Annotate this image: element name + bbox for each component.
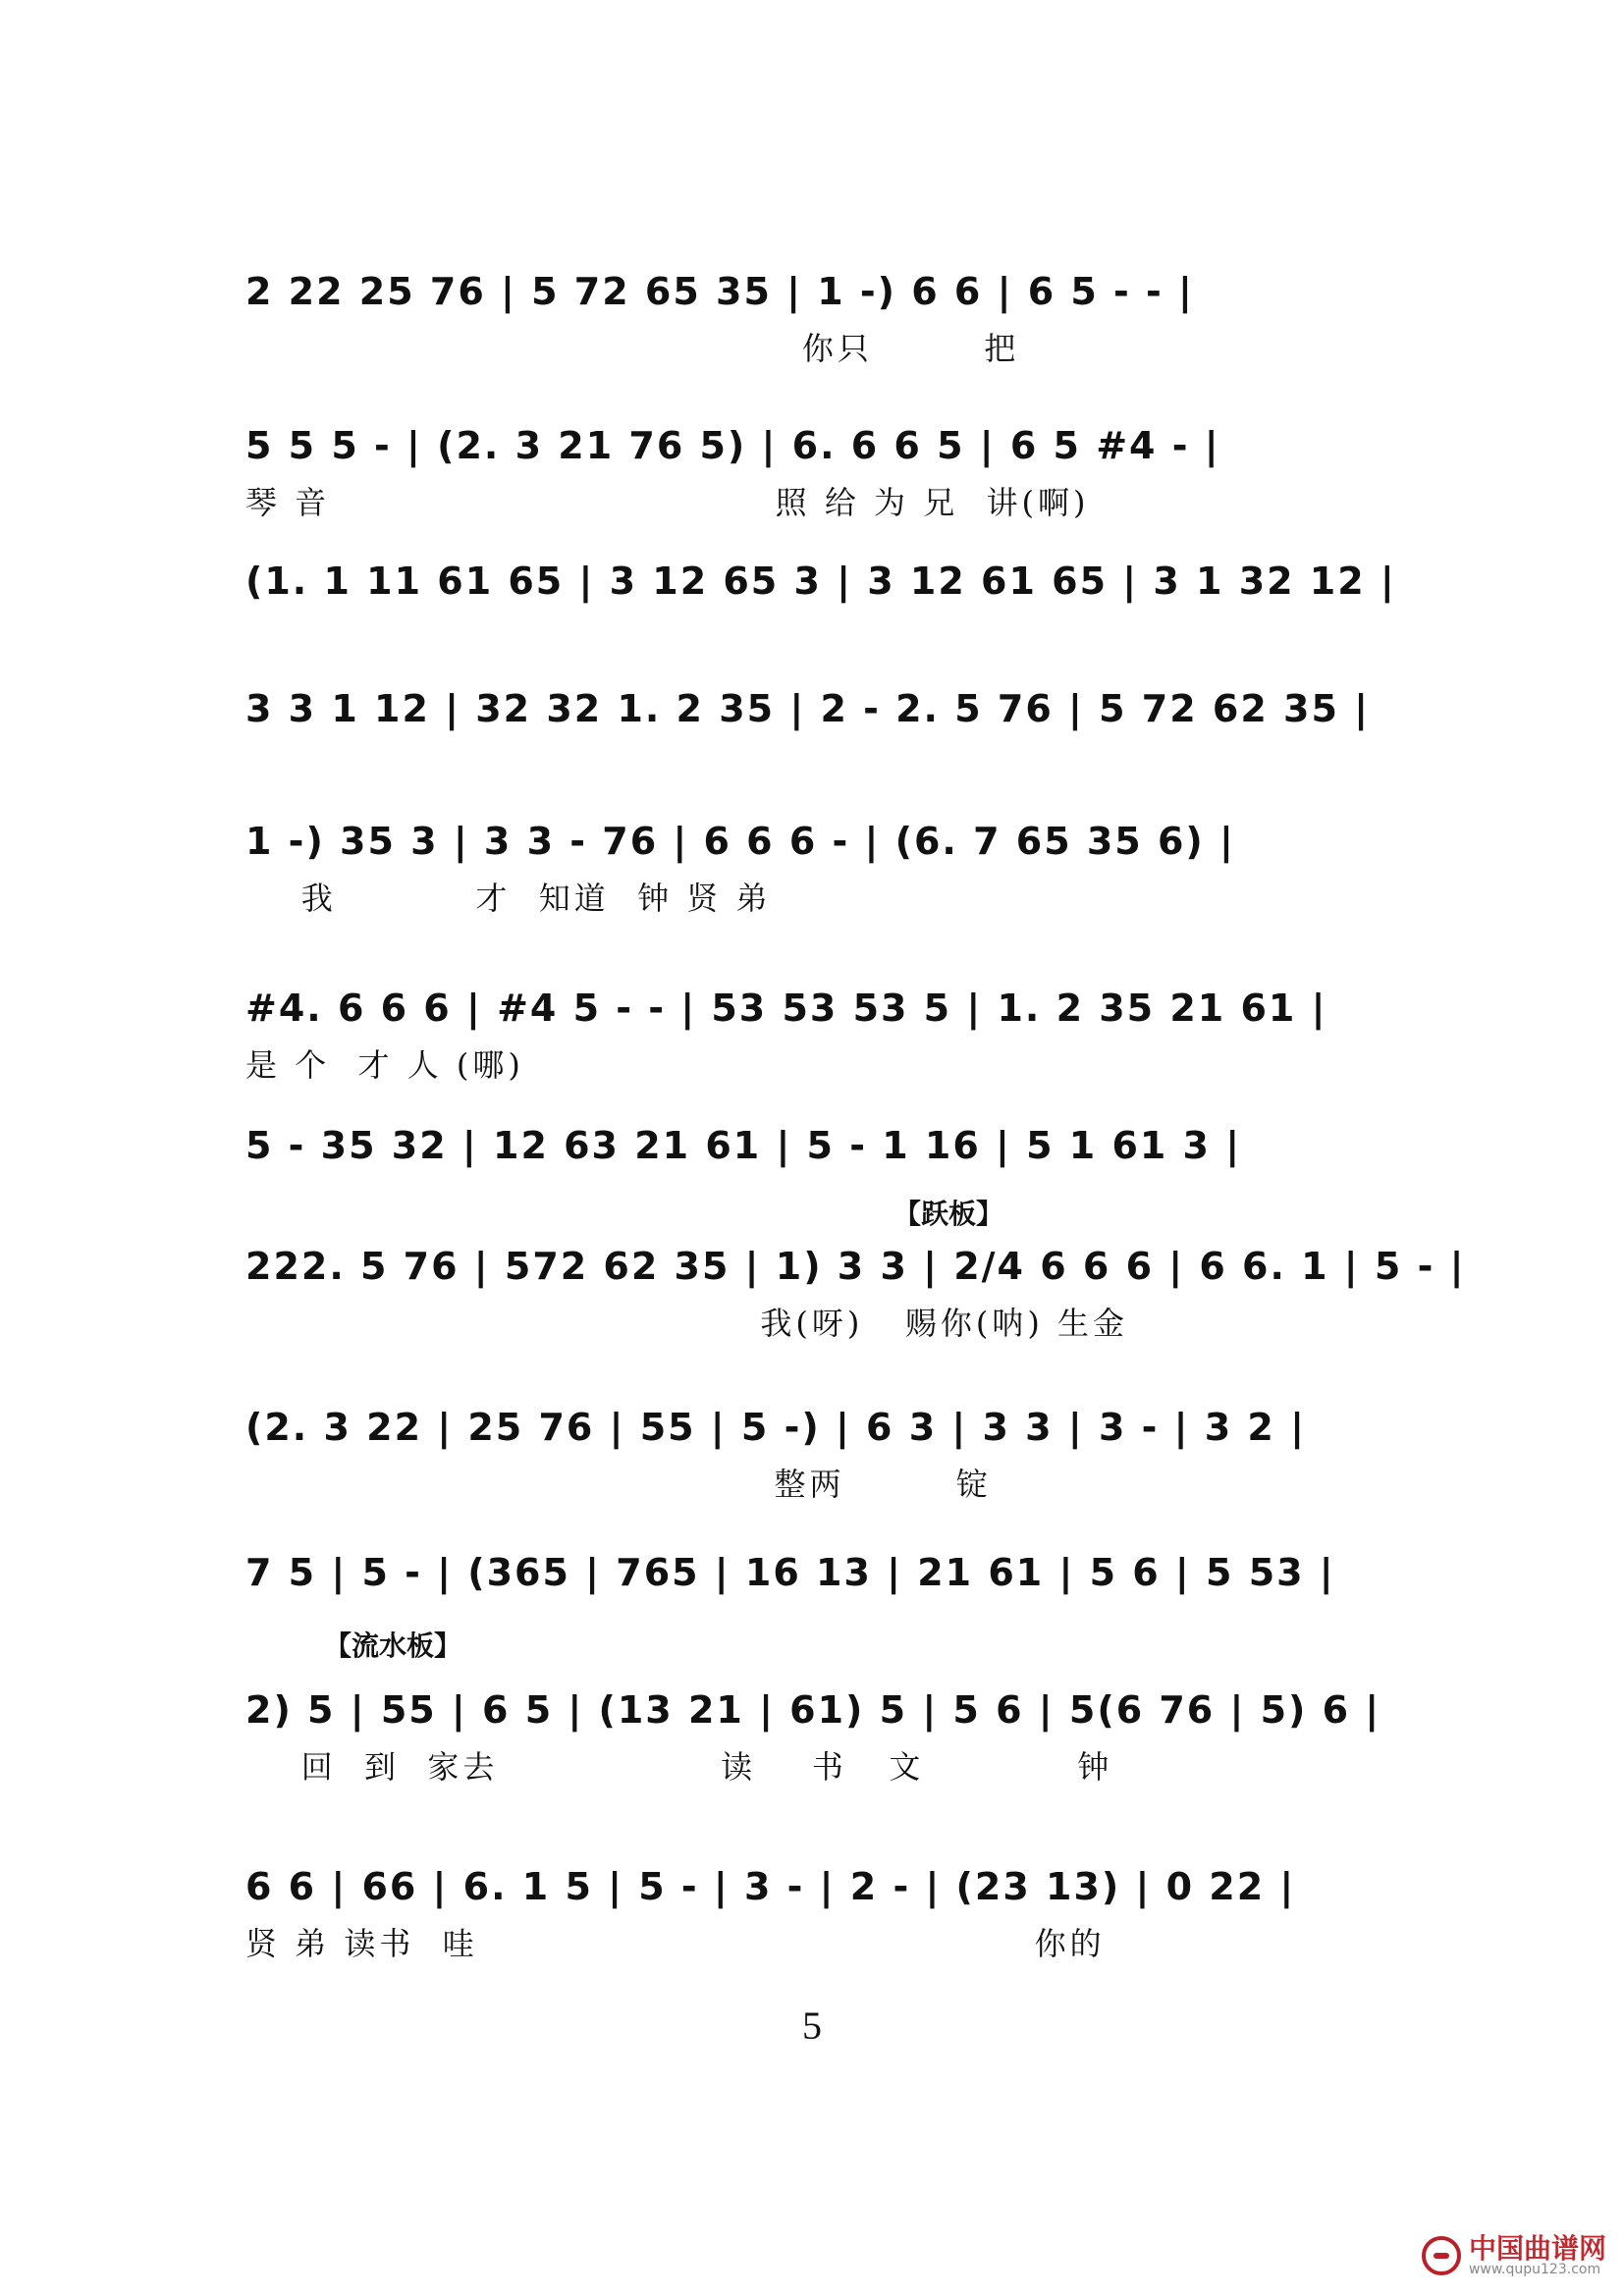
lyrics-line-9: 整两 锭 (245, 1466, 992, 1503)
site-watermark (1422, 2232, 1606, 2277)
notation-line-12: 6 6 | 66 | 6. 1 5 | 5 - | 3 - | 2 - | (23 13) | 0 22 | (245, 1865, 1296, 1908)
notation-line-3: (1. 1 11 61 65 | 3 12 65 3 | 3 12 61 65 | 3 1 32 12 | (245, 560, 1396, 603)
notation-line-1: 2 22 25 76 | 5 72 65 35 | 1 -) 6 6 | 6 5 - - | (245, 270, 1194, 313)
watermark-title: 中国曲谱网 (1468, 2232, 1606, 2265)
qupu-logo-icon (1422, 2236, 1461, 2275)
watermark-url: www.qupu123.com (1468, 2262, 1601, 2277)
lyrics-line-2: 琴 音 照 给 为 兄 讲(啊) (245, 484, 1090, 521)
notation-line-10: 7 5 | 5 - | (365 | 765 | 16 13 | 21 61 | 5 6 | 5 53 | (245, 1551, 1335, 1594)
section-label-liushuiban: 【流水板】 (324, 1629, 462, 1662)
watermark-text (1468, 2232, 1606, 2277)
lyrics-line-6: 是 个 才 人 (哪) (245, 1046, 524, 1084)
notation-line-4: 3 3 1 12 | 32 32 1. 2 35 | 2 - 2. 5 76 | 5 72 62 35 | (245, 687, 1370, 730)
notation-line-5: 1 -) 35 3 | 3 3 - 76 | 6 6 6 - | (6. 7 65 35 6) | (245, 820, 1235, 863)
lyrics-line-1: 你只 把 (245, 330, 1020, 367)
notation-line-8: 222. 5 76 | 572 62 35 | 1) 3 3 | 2/4 6 6 6 | 6 6. 1 | 5 - | (245, 1245, 1466, 1288)
lyrics-line-11: 回 到 家去 读 书 文 钟 (245, 1748, 1113, 1786)
notation-line-7: 5 - 35 32 | 12 63 21 61 | 5 - 1 16 | 5 1 61 3 | (245, 1124, 1242, 1167)
notation-line-2: 5 5 5 - | (2. 3 21 76 5) | 6. 6 6 5 | 6 5 #4 - | (245, 424, 1220, 467)
notation-line-6: #4. 6 6 6 | #4 5 - - | 53 53 53 5 | 1. 2 35 21 61 | (245, 987, 1327, 1030)
notation-line-9: (2. 3 22 | 25 76 | 55 | 5 -) | 6 3 | 3 3 | 3 - | 3 2 | (245, 1406, 1306, 1449)
page-number: 5 (802, 2003, 822, 2048)
lyrics-line-12: 贤 弟 读书 哇 你的 (245, 1925, 1106, 1962)
section-label-yueban: 【跃板】 (893, 1198, 1004, 1230)
lyrics-line-5: 我 才 知道 钟 贤 弟 (245, 880, 772, 917)
notation-line-11: 2) 5 | 55 | 6 5 | (13 21 | 61) 5 | 5 6 | 5(6 76 | 5) 6 | (245, 1688, 1381, 1732)
lyrics-line-8: 我(呀) 赐你(呐) 生金 (245, 1305, 1128, 1342)
